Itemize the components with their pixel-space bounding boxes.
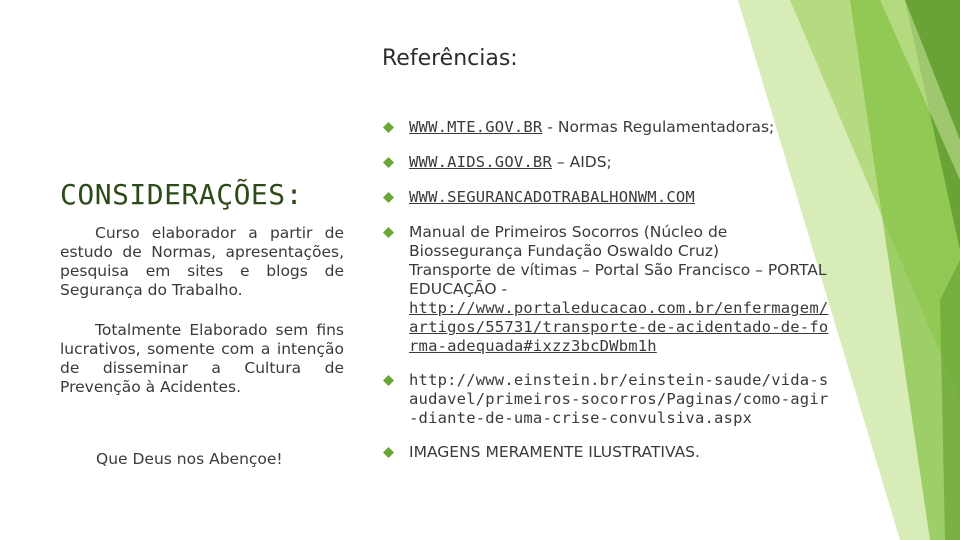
diamond-bullet-icon: [383, 227, 394, 238]
considerations-heading: CONSIDERAÇÕES:: [60, 178, 304, 211]
reference-link[interactable]: WWW.SEGURANCADOTRABALHONWM.COM: [409, 188, 695, 206]
reference-link[interactable]: WWW.AIDS.GOV.BR: [409, 153, 552, 171]
reference-link[interactable]: WWW.MTE.GOV.BR: [409, 118, 543, 136]
reference-text: IMAGENS MERAMENTE ILUSTRATIVAS.: [409, 443, 700, 461]
reference-text: - Normas Regulamentadoras;: [542, 118, 775, 136]
diamond-bullet-icon: [383, 192, 394, 203]
paragraph-2-text: Totalmente Elaborado sem fins lucrativos, somente com a intenção de disseminar a Cultura de Prevenção à Acidentes.: [60, 321, 344, 396]
reference-item: [383, 188, 833, 207]
reference-item: [383, 443, 833, 462]
reference-line-2: Transporte de vítimas – Portal São Francisco – PORTAL EDUCAÇÃO -: [409, 261, 827, 298]
reference-item: [383, 118, 833, 137]
reference-url-text: http://www.einstein.br/einstein-saude/vida-saudavel/primeiros-socorros/Paginas/como-agir-diante-de-uma-crise-convulsiva.aspx: [409, 371, 829, 427]
references-list: [383, 118, 833, 462]
paragraph-1-text: Curso elaborador a partir de estudo de Normas, apresentações, pesquisa em sites e blogs de Segurança do Trabalho.: [60, 224, 344, 299]
reference-item: [383, 371, 833, 428]
diamond-bullet-icon: [383, 447, 394, 458]
diamond-bullet-icon: [383, 122, 394, 133]
considerations-paragraph-3: Que Deus nos Abençoe!: [96, 450, 283, 468]
reference-item: [383, 153, 833, 172]
reference-text: – AIDS;: [551, 153, 612, 171]
reference-item: [383, 223, 833, 356]
slide-title: Referências:: [382, 46, 518, 71]
considerations-paragraph-1: [60, 224, 344, 300]
reference-link[interactable]: http://www.portaleducacao.com.br/enfermagem/artigos/55731/transporte-de-acidentado-de-forma-adequada#ixzz3bcDWbm1h: [409, 299, 829, 355]
reference-line-1: Manual de Primeiros Socorros (Núcleo de Biossegurança Fundação Oswaldo Cruz): [409, 223, 728, 260]
diamond-bullet-icon: [383, 375, 394, 386]
considerations-paragraph-2: [60, 321, 344, 397]
diamond-bullet-icon: [383, 157, 394, 168]
